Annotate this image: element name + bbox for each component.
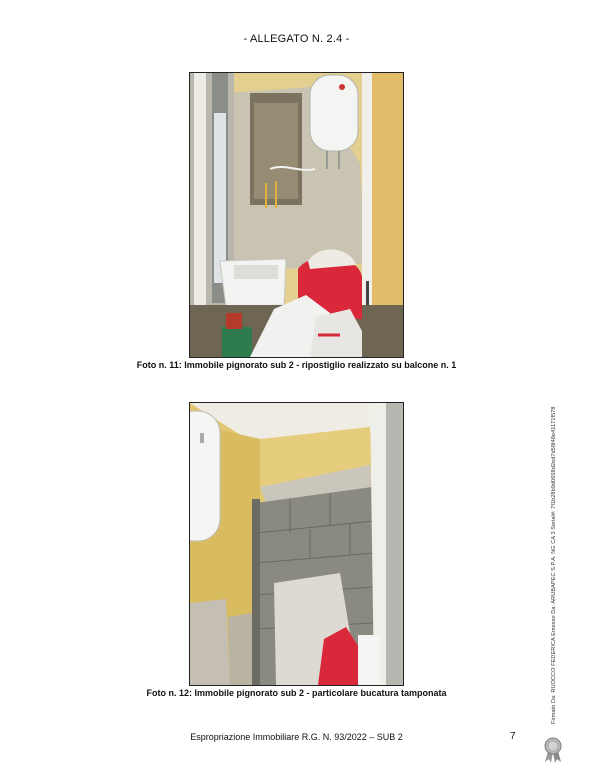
page-number: 7 [510, 731, 516, 742]
photo-bricked-opening [189, 402, 404, 686]
photo-12-image [190, 403, 403, 685]
photo-11-caption: Foto n. 11: Immobile pignorato sub 2 - ripostiglio realizzato su balcone n. 1 [136, 360, 457, 370]
photo-12-caption: Foto n. 12: Immobile pignorato sub 2 - particolare bucatura tamponata [146, 688, 447, 698]
photo-storage-closet [189, 72, 404, 358]
photo-11-image [190, 73, 403, 357]
seal-ribbon-icon [541, 737, 565, 763]
digital-signature-stamp: Firmato Da: RUOCCO FEDERICA Emesso Da: ARUBAPEC S.P.A. NG CA 3 Serial#: 7f1b28b9d0658d2ed7d58f48e41171f578 [551, 406, 557, 724]
page-footer: Espropriazione Immobiliare R.G. N. 93/2022 – SUB 2 [190, 732, 403, 742]
page-header: - ALLEGATO N. 2.4 - [243, 33, 350, 45]
